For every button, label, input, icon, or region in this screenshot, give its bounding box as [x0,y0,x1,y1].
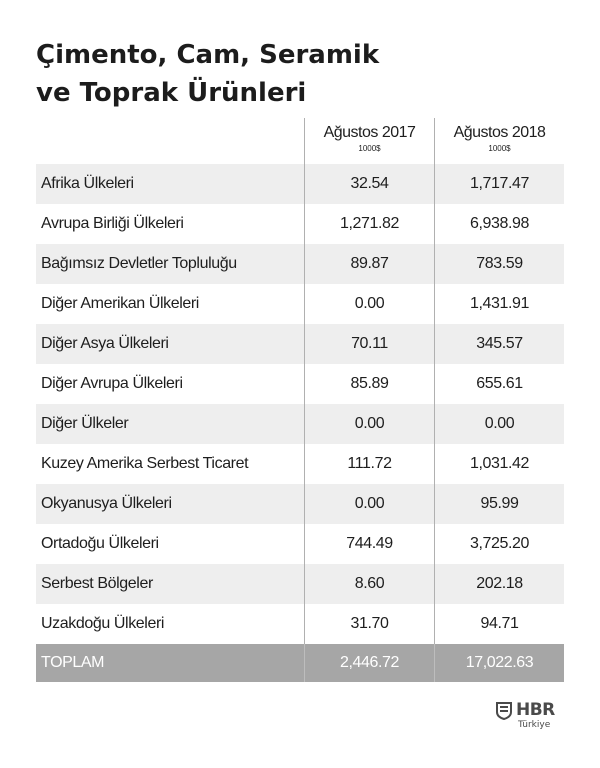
value-2017: 70.11 [304,324,434,364]
table-row [36,164,564,204]
row-label: Ortadoğu Ülkeleri [41,535,159,552]
table-body [36,164,564,644]
value-2018: 94.71 [434,604,564,644]
column-unit: 1000$ [358,144,381,153]
table-row [36,604,564,644]
value-2017: 1,271.82 [304,204,434,244]
value-2018: 0.00 [434,404,564,444]
row-label: Kuzey Amerika Serbest Ticaret [41,455,249,472]
value-2017: 8.60 [304,564,434,604]
column-title: Ağustos 2017 [323,124,416,141]
value-2018: 1,431.91 [434,284,564,324]
chart-title-line: ve Toprak Ürünleri [36,78,307,108]
logo-brand: HBR [516,700,555,720]
value-2018: 345.57 [434,324,564,364]
value-2018: 1,031.42 [434,444,564,484]
column-header-2017 [304,118,434,164]
value-2017: 31.70 [304,604,434,644]
value-2017: 744.49 [304,524,434,564]
row-label: Okyanusya Ülkeleri [41,495,172,512]
row-label: Diğer Amerikan Ülkeleri [41,295,199,312]
row-label: Diğer Avrupa Ülkeleri [41,375,183,392]
value-2018: 6,938.98 [434,204,564,244]
chart-title [36,36,379,112]
table-row [36,204,564,244]
value-2018: 95.99 [434,484,564,524]
table-row [36,244,564,284]
value-2018: 3,725.20 [434,524,564,564]
total-row [36,644,564,682]
value-2017: 111.72 [304,444,434,484]
column-header-2018 [434,118,564,164]
hbr-turkiye-logo [496,700,568,734]
row-label: Serbest Bölgeler [41,575,153,592]
value-2017: 0.00 [304,484,434,524]
value-2017: 32.54 [304,164,434,204]
table-header-row [36,118,564,164]
total-label: TOPLAM [41,654,105,671]
row-label: Uzakdoğu Ülkeleri [41,615,165,632]
total-value-2018: 17,022.63 [434,644,564,682]
table-row [36,524,564,564]
table-row [36,364,564,404]
value-2018: 202.18 [434,564,564,604]
row-label: Afrika Ülkeleri [41,175,134,192]
value-2018: 783.59 [434,244,564,284]
chart-title-line: Çimento, Cam, Seramik [36,40,380,70]
row-label: Bağımsız Devletler Topluluğu [41,255,237,272]
value-2017: 89.87 [304,244,434,284]
value-2017: 85.89 [304,364,434,404]
data-table [36,118,564,682]
value-2018: 1,717.47 [434,164,564,204]
table-row [36,484,564,524]
column-title: Ağustos 2018 [453,124,546,141]
logo-sub: Türkiye [518,720,551,730]
value-2018: 655.61 [434,364,564,404]
table-row [36,404,564,444]
value-2017: 0.00 [304,404,434,444]
table-row [36,284,564,324]
column-unit: 1000$ [488,144,511,153]
row-label: Diğer Ülkeler [41,415,129,432]
table-row [36,564,564,604]
table-row [36,324,564,364]
shield-icon [496,702,512,720]
table-row [36,444,564,484]
total-value-2017: 2,446.72 [304,644,434,682]
row-label: Diğer Asya Ülkeleri [41,335,169,352]
value-2017: 0.00 [304,284,434,324]
row-label: Avrupa Birliği Ülkeleri [41,215,184,232]
